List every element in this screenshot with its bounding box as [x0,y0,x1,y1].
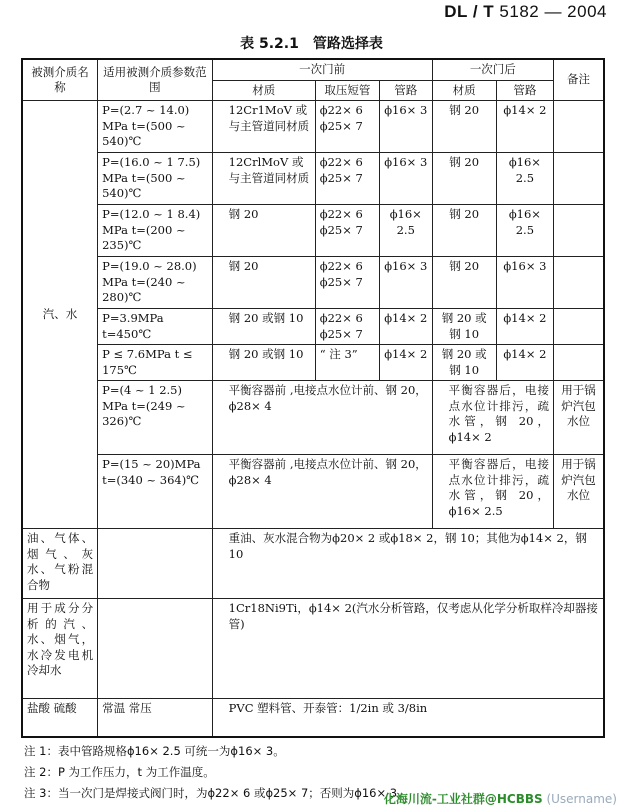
col-header-range: 适用被测介质参数范围 [98,59,213,101]
after-material-cell: 钢 20 [432,153,496,205]
document-code [444,2,607,22]
after-pipe-cell: ϕ16× 2.5 [496,205,553,257]
remark-cell [554,345,604,381]
after-pipe-cell: ϕ16× 3 [496,257,553,309]
col-header-pipe-after: 管路 [496,80,553,101]
col-header-medium: 被测介质名称 [22,59,98,101]
range-cell [98,599,213,699]
range-cell: P=(15 ~ 20)MPa t=(340 ~ 364)℃ [98,455,213,529]
col-header-material: 材质 [212,80,315,101]
watermark [384,790,617,807]
merged-content-cell: 重油、灰水混合物为ϕ20× 2 或ϕ18× 2，钢 10；其他为ϕ14× 2，钢 10 [212,529,604,599]
range-cell: P=(12.0 ~ 1 8.4) MPa t=(200 ~ 235)℃ [98,205,213,257]
col-header-first-valve-after: 一次门后 [432,59,553,80]
after-pipe-cell: ϕ16× 2.5 [496,153,553,205]
after-pipe-cell: ϕ14× 2 [496,101,553,153]
watermark-brand: 化海川流-工业社群@HCBBS [383,792,543,806]
remark-cell [554,153,604,205]
note-1: 注 1：表中管路规格ϕ16× 2.5 可统一为ϕ16× 3。 [24,744,285,758]
pipe-cell: ϕ14× 2 [379,345,432,381]
col-header-remark: 备注 [554,59,604,101]
tap-cell: ϕ22× 6 ϕ25× 7 [315,153,379,205]
tap-cell: ϕ22× 6 ϕ25× 7 [315,257,379,309]
remark-cell [554,101,604,153]
tap-cell: “ 注 3” [315,345,379,381]
pipe-cell: ϕ16× 3 [379,153,432,205]
table-row [22,529,604,599]
material-cell: 12CrlMoV 或与主管道同材质 [212,153,315,205]
material-cell: 12Cr1MoV 或与主管道同材质 [212,101,315,153]
doc-code-number: 5182 — 2004 [494,2,607,21]
tap-cell: ϕ22× 6 ϕ25× 7 [315,205,379,257]
range-cell [98,529,213,599]
pipe-selection-table [21,58,605,738]
range-cell: P=(4 ~ 1 2.5) MPa t=(249 ~ 326)℃ [98,381,213,455]
range-cell: P=(2.7 ~ 14.0) MPa t=(500 ~ 540)℃ [98,101,213,153]
medium-cell: 油、气体、烟气、灰水、气粉混合物 [22,529,98,599]
table-row [22,153,604,205]
remark-cell [554,257,604,309]
medium-cell: 用于成分分析的汽、水、烟气，水冷发电机冷却水 [22,599,98,699]
tap-cell: ϕ22× 6 ϕ25× 7 [315,101,379,153]
table-row [22,599,604,699]
after-material-cell: 钢 20 [432,101,496,153]
after-material-cell: 钢 20 [432,205,496,257]
after-material-cell: 钢 20 或钢 10 [432,345,496,381]
material-cell: 钢 20 [212,205,315,257]
material-cell: 钢 20 或钢 10 [212,309,315,345]
before-merged-cell: 平衡容器前 ,电接点水位计前、钢 20，ϕ28× 4 [212,381,432,455]
table-row [22,257,604,309]
col-header-pressure-tap: 取压短管 [315,80,379,101]
note-2: 注 2：P 为工作压力，t 为工作温度。 [24,765,215,779]
range-cell: P=3.9MPa t=450℃ [98,309,213,345]
material-cell: 钢 20 或钢 10 [212,345,315,381]
after-material-cell: 钢 20 [432,257,496,309]
range-cell: P ≤ 7.6MPa t ≤ 175℃ [98,345,213,381]
table-row [22,455,604,529]
range-cell: P=(16.0 ~ 1 7.5) MPa t=(500 ~ 540)℃ [98,153,213,205]
after-pipe-cell: ϕ14× 2 [496,345,553,381]
merged-content-cell: 1Cr18Ni9Ti，ϕ14× 2(汽水分析管路，仅考虑从化学分析取样冷却器接管) [212,599,604,699]
pipe-cell: ϕ14× 2 [379,309,432,345]
col-header-pipe: 管路 [379,80,432,101]
before-merged-cell: 平衡容器前 ,电接点水位计前、钢 20，ϕ28× 4 [212,455,432,529]
note-3: 注 3：当一次门是焊接式阀门时，为ϕ22× 6 或ϕ25× 7；否则为ϕ16× 3。 [24,786,409,800]
doc-code-prefix: DL / T [444,2,495,21]
remark-cell: 用于锅炉汽包水位 [554,455,604,529]
range-cell: P=(19.0 ~ 28.0) MPa t=(240 ~ 280)℃ [98,257,213,309]
table-row [22,205,604,257]
table-title: 表 5.2.1 管路选择表 [240,36,383,52]
table-row [22,309,604,345]
remark-cell [554,309,604,345]
after-material-cell: 钢 20 或钢 10 [432,309,496,345]
pipe-cell: ϕ16× 2.5 [379,205,432,257]
after-merged-cell: 平衡容器后，电接点水位计排污，疏水管，钢 20，ϕ16× 2.5 [432,455,553,529]
pipe-cell: ϕ16× 3 [379,257,432,309]
after-pipe-cell: ϕ14× 2 [496,309,553,345]
remark-cell: 用于锅炉汽包水位 [554,381,604,455]
after-merged-cell: 平衡容器后，电接点水位计排污，疏水管，钢 20，ϕ14× 2 [432,381,553,455]
merged-content-cell: PVC 塑料管、开泰管：1/2in 或 3/8in [212,699,604,737]
tap-cell: ϕ22× 6 ϕ25× 7 [315,309,379,345]
medium-cell: 汽、水 [22,101,98,529]
pipe-cell: ϕ16× 3 [379,101,432,153]
col-header-material-after: 材质 [432,80,496,101]
remark-cell [554,205,604,257]
table-row [22,101,604,153]
table-row [22,381,604,455]
table-notes [24,741,409,804]
table-row [22,699,604,737]
medium-cell: 盐酸 硫酸 [22,699,98,737]
watermark-user: (Username) [542,792,617,806]
range-cell: 常温 常压 [98,699,213,737]
table-row [22,345,604,381]
col-header-first-valve-before: 一次门前 [212,59,432,80]
material-cell: 钢 20 [212,257,315,309]
